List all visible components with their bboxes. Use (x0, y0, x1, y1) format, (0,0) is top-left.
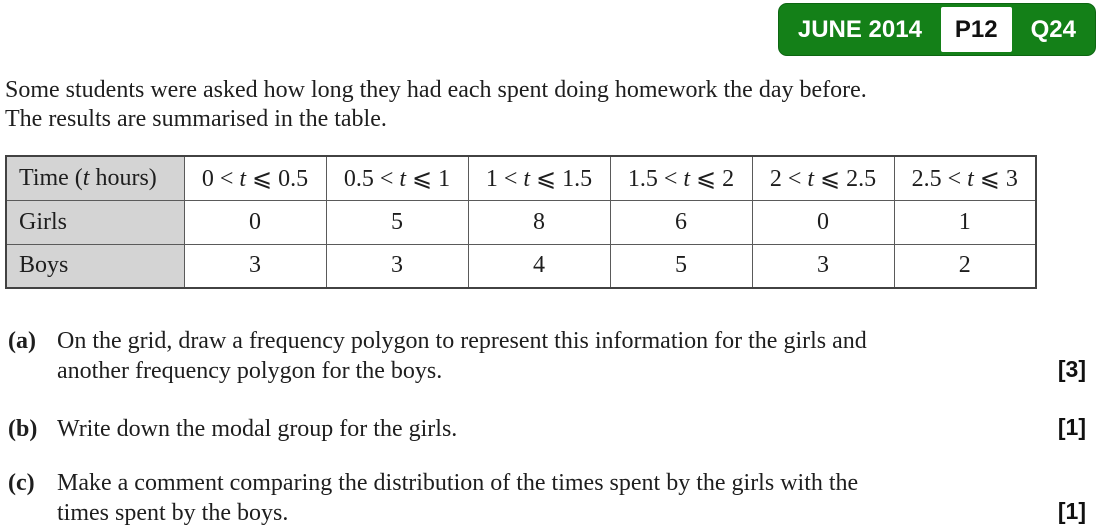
girls-value-5: 0 (752, 200, 894, 244)
interval-post: ⩽ 1 (406, 165, 451, 192)
interval-pre: 2 < (769, 165, 808, 192)
table-header-row (6, 156, 1036, 200)
interval-header-6 (894, 156, 1036, 200)
question-a-text (57, 326, 1086, 386)
boys-row-label: Boys (6, 244, 184, 288)
corner-pre: Time ( (19, 164, 83, 191)
interval-header-1 (184, 156, 326, 200)
interval-var: t (807, 165, 815, 192)
question-a-marks: [3] (1057, 356, 1086, 382)
question-b-line-1: Write down the modal group for the girls. (57, 416, 458, 442)
corner-post: hours) (89, 164, 157, 191)
interval-post: ⩽ 0.5 (246, 165, 309, 192)
intro-text (5, 76, 867, 134)
session-badge: JUNE 2014 (797, 15, 922, 43)
question-a-line-2: another frequency polygon for the boys. (57, 358, 443, 384)
interval-pre: 0 < (201, 165, 240, 192)
frequency-table (5, 155, 1037, 289)
girls-value-3: 8 (468, 200, 610, 244)
table-corner-cell (6, 156, 184, 200)
question-number-badge: Q24 (1030, 15, 1076, 43)
question-c-text (57, 468, 1086, 525)
girls-value-1: 0 (184, 200, 326, 244)
boys-value-1: 3 (184, 244, 326, 288)
question-c (8, 468, 1086, 525)
question-c-label: (c) (8, 470, 35, 496)
question-id-badge (778, 3, 1096, 56)
girls-value-4: 6 (610, 200, 752, 244)
interval-var: t (683, 165, 691, 192)
question-c-marks: [1] (1057, 498, 1086, 524)
boys-value-3: 4 (468, 244, 610, 288)
interval-header-3 (468, 156, 610, 200)
interval-pre: 2.5 < (911, 165, 968, 192)
question-b-label: (b) (8, 416, 38, 442)
boys-value-6: 2 (894, 244, 1036, 288)
interval-var: t (399, 165, 407, 192)
question-a-line-1: On the grid, draw a frequency polygon to represent this information for the girls and (57, 328, 867, 354)
question-a-label: (a) (8, 328, 36, 354)
girls-value-6: 1 (894, 200, 1036, 244)
table-row-boys (6, 244, 1036, 288)
interval-pre: 1.5 < (627, 165, 684, 192)
interval-post: ⩽ 3 (973, 165, 1018, 192)
boys-value-4: 5 (610, 244, 752, 288)
intro-line-1: Some students were asked how long they had each spent doing homework the day before. (5, 77, 867, 103)
time-variable: t (82, 164, 90, 191)
interval-var: t (239, 165, 247, 192)
question-c-line-2: times spent by the boys. (57, 500, 289, 525)
interval-post: ⩽ 2 (690, 165, 735, 192)
question-b (8, 414, 1086, 444)
interval-post: ⩽ 2.5 (814, 165, 877, 192)
boys-value-2: 3 (326, 244, 468, 288)
question-a (8, 326, 1086, 386)
interval-var: t (523, 165, 531, 192)
question-b-marks: [1] (1057, 414, 1086, 440)
interval-header-2 (326, 156, 468, 200)
question-c-line-1: Make a comment comparing the distribution of the times spent by the girls with the (57, 470, 859, 496)
boys-value-5: 3 (752, 244, 894, 288)
girls-row-label: Girls (6, 200, 184, 244)
girls-value-2: 5 (326, 200, 468, 244)
table-row-girls (6, 200, 1036, 244)
paper-badge: P12 (941, 7, 1012, 52)
interval-pre: 0.5 < (343, 165, 400, 192)
intro-line-2: The results are summarised in the table. (5, 106, 387, 132)
question-b-text (57, 414, 1086, 444)
interval-header-5 (752, 156, 894, 200)
interval-header-4 (610, 156, 752, 200)
interval-pre: 1 < (485, 165, 524, 192)
interval-var: t (967, 165, 974, 192)
interval-post: ⩽ 1.5 (530, 165, 593, 192)
